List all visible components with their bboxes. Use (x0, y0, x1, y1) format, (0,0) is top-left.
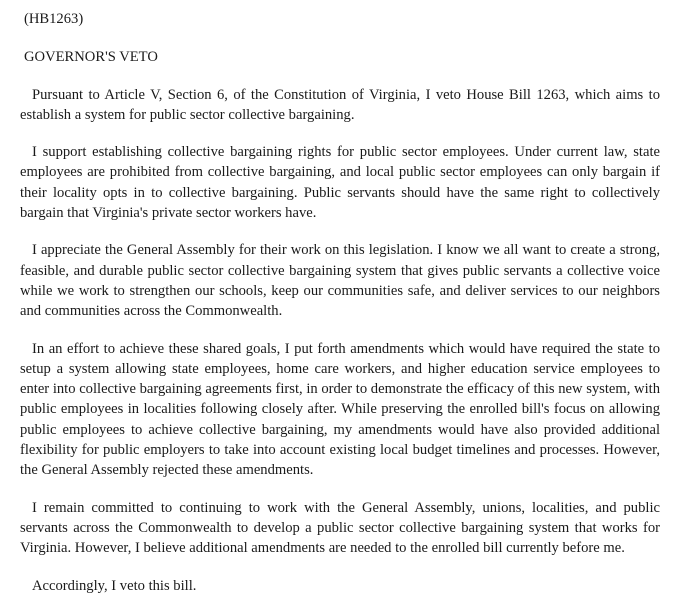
paragraph-support: I support establishing collective bargaining rights for public sector employees. Under current law, state employees are prohibited from collective bargaining, and local public sector employees can only bargain if their locality opts in to collective bargaining. Public servants should have the same right to collectively bargain that Virginia's private sector workers have. (20, 144, 660, 222)
paragraph-amendments: In an effort to achieve these shared goals, I put forth amendments which would have required the state to setup a system allowing state employees, home care workers, and higher education service employees to enter into collective bargaining agreements first, in order to demonstrate the efficacy of this new system, with public employees in localities following closely after. While preserving the enrolled bill's focus on allowing public employees to achieve collective bargaining, my amendments would have also provided additional flexibility for public employers to take into account existing local budget timelines and processes. However, the General Assembly rejected these amendments. (20, 340, 660, 479)
paragraph-authority: Pursuant to Article V, Section 6, of the Constitution of Virginia, I veto House Bill 1263, which aims to establish a system for public sector collective bargaining. (20, 86, 660, 123)
document-heading: GOVERNOR'S VETO (24, 49, 158, 66)
paragraph-appreciation: I appreciate the General Assembly for their work on this legislation. I know we all want to create a strong, feasible, and durable public sector collective bargaining system that gives public servants a collective voice while we work to strengthen our schools, keep our communities safe, and deliver services to our neighbors and communities across the Commonwealth. (20, 242, 660, 320)
bill-identifier: (HB1263) (24, 11, 84, 27)
paragraph-commitment: I remain committed to continuing to work with the General Assembly, unions, localities, and public servants across the Commonwealth to develop a public sector collective bargaining system that works for Virginia. However, I believe additional amendments are needed to the enrolled bill currently before me. (20, 499, 660, 557)
closing-statement: Accordingly, I veto this bill. (32, 577, 197, 594)
